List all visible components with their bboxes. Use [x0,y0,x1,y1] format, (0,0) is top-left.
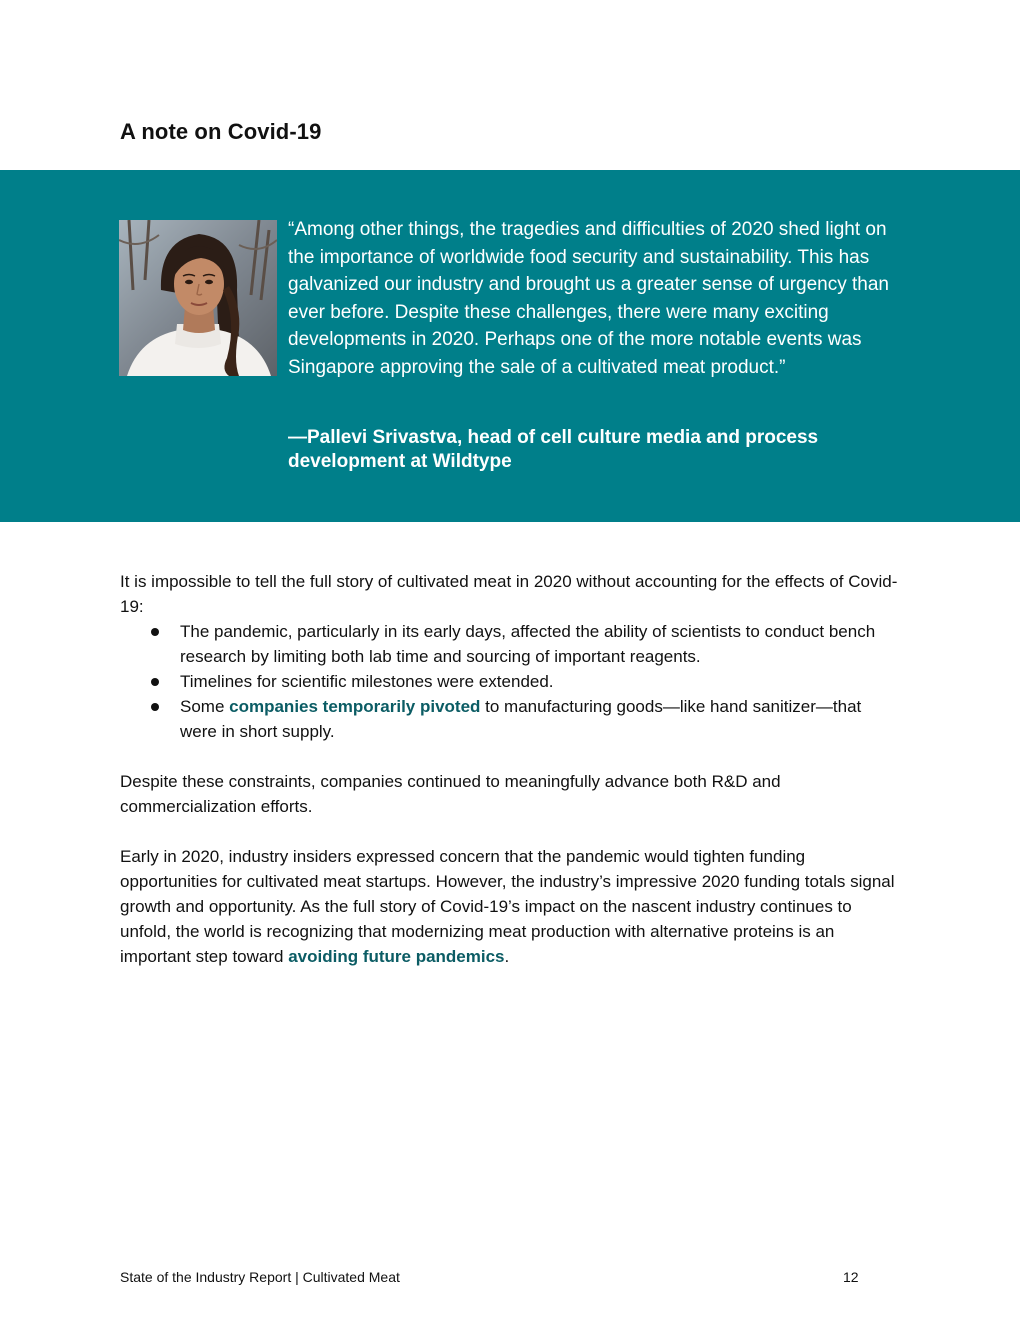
list-item-text-before: Some [180,697,230,716]
quote-band [0,170,1020,522]
bullet-dot-icon [151,628,159,636]
companies-pivoted-link[interactable]: companies temporarily pivoted [229,697,481,716]
bullet-dot-icon [151,678,159,686]
bullet-dot-icon [151,703,159,711]
quote-text: “Among other things, the tragedies and difficulties of 2020 shed light on the importance of worldwide food security and sustainability. This has galvanized our industry and brought us a greater sense of urgency than ever before. Despite these challenges, there were many exciting developments in 2020. Perhaps one of the more notable events was Singapore approving the sale of a cultivated meat product.” [288,219,889,378]
avoiding-pandemics-link[interactable]: avoiding future pandemics [288,947,505,966]
page-number: 12 [843,1269,859,1285]
footer-report-title: State of the Industry Report | Cultivated Meat [120,1269,400,1285]
list-item-text: The pandemic, particularly in its early days, affected the ability of scientists to conduct bench research by limiting both lab time and sourcing of important reagents. [180,622,876,666]
funding-paragraph-end: . [504,947,510,966]
list-item [120,669,900,694]
constraints-paragraph: Despite these constraints, companies continued to meaningfully advance both R&D and commercialization efforts. [120,772,781,816]
list-item [120,619,900,669]
list-item-text: Timelines for scientific milestones were extended. [180,672,554,691]
quote-attribution: —Pallevi Srivastva, head of cell culture media and process development at Wildtype [288,427,819,472]
list-item [120,694,900,744]
page-title: A note on Covid-19 [120,119,322,144]
funding-paragraph-text: Early in 2020, industry insiders expressed concern that the pandemic would tighten funding opportunities for cultivated meat startups. However, the industry’s impressive 2020 funding totals signal growth and opportunity. As the full story of Covid-19’s impact on the nascent industry continues to unfold, the world is recognizing that modernizing meat production with alternative proteins is an important step toward [120,847,895,966]
intro-paragraph: It is impossible to tell the full story of cultivated meat in 2020 without accounting for the effects of Covid-19: [120,572,898,616]
portrait-photo [119,220,277,376]
funding-paragraph [120,844,900,969]
list-item-text-after: to manufacturing goods—like hand sanitizer—that were in short supply. [180,697,862,741]
bullet-list [120,619,900,744]
